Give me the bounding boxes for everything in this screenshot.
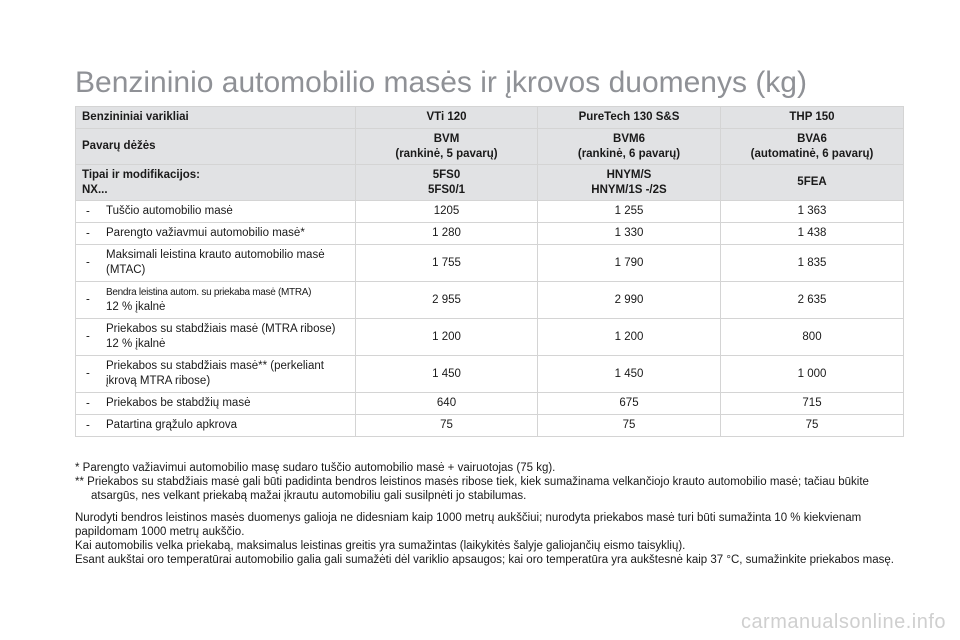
row-label-cell xyxy=(76,415,356,437)
row-value-cell: 1205 xyxy=(356,201,538,223)
row-label-cell xyxy=(76,201,356,223)
row-value-cell: 1 280 xyxy=(356,223,538,245)
row-value-cell: 1 000 xyxy=(721,356,904,393)
dash-bullet: - xyxy=(86,205,90,217)
row-value-cell: 1 755 xyxy=(356,245,538,282)
header-label-cell xyxy=(76,107,356,129)
dash-bullet: - xyxy=(86,256,90,269)
mass-data-table xyxy=(75,106,904,437)
cell-line: 5FS0 xyxy=(432,168,461,181)
header-row xyxy=(76,165,904,201)
page-title: Benzininio automobilio masės ir įkrovos duomenys (kg) xyxy=(75,66,807,99)
paragraph-altitude: Nurodyti bendros leistinos masės duomenys galioja ne didesniam kaip 1000 metrų aukščiui; nurodyta priekabos masė turi būti sumažinta 10 % kiekvienam papildomam 1000 metrų aukščio. xyxy=(75,512,862,538)
cell-line: Bendra leistina autom. su priekaba masė (MTRA) xyxy=(106,287,312,298)
cell-line: THP 150 xyxy=(789,111,835,123)
row-value-cell: 75 xyxy=(538,415,721,437)
dash-bullet: - xyxy=(86,293,90,306)
header-label-cell xyxy=(76,165,356,201)
paragraph-temperature: Esant aukštai oro temperatūrai automobilio galia gali sumažėti dėl variklio apsaugos; kai oro temperatūra yra aukštesnė kaip 37 °C, sumažinkite priekabos masę. xyxy=(75,554,894,566)
header-value-cell xyxy=(356,107,538,129)
header-label-cell xyxy=(76,129,356,165)
cell-line: (rankinė, 6 pavarų) xyxy=(577,147,681,160)
row-value-cell: 1 363 xyxy=(721,201,904,223)
row-value-cell: 640 xyxy=(356,393,538,415)
cell-line: 12 % įkalnė xyxy=(106,301,166,313)
row-value-cell: 1 790 xyxy=(538,245,721,282)
cell-line: BVM xyxy=(433,132,460,145)
cell-line: Benzininiai varikliai xyxy=(82,111,189,123)
cell-line: Parengto važiavmui automobilio masė* xyxy=(106,227,305,239)
cell-line: Priekabos su stabdžiais masė (MTRA ribose) xyxy=(106,323,336,335)
row-value-cell: 1 200 xyxy=(356,319,538,356)
table-row xyxy=(76,319,904,356)
cell-line: (MTAC) xyxy=(106,264,146,276)
row-value-cell: 2 990 xyxy=(538,282,721,319)
cell-line: Pavarų dėžės xyxy=(82,140,156,152)
dash-bullet: - xyxy=(86,330,90,343)
cell-line: 5FEA xyxy=(797,176,827,188)
header-value-cell xyxy=(538,129,721,165)
header-row xyxy=(76,107,904,129)
footnote-2: ** Priekabos su stabdžiais masė gali būti padidinta bendros leistinos masės ribose tiek, kiek sumažinama velkančiojo krauto automobilio masė; tačiau būkite atsargūs, nes velkant priekabą mažai įkrautu automobiliu gali susilpnėti jo stabilumas. xyxy=(75,476,869,502)
row-value-cell: 75 xyxy=(721,415,904,437)
cell-line: BVA6 xyxy=(797,132,827,145)
row-value-cell: 715 xyxy=(721,393,904,415)
header-row xyxy=(76,129,904,165)
row-label-cell xyxy=(76,223,356,245)
cell-line: PureTech 130 S&S xyxy=(578,111,680,123)
cell-line: 12 % įkalnė xyxy=(106,338,166,350)
table-row xyxy=(76,393,904,415)
table-row xyxy=(76,282,904,319)
cell-line: HNYM/S xyxy=(606,168,652,181)
cell-line: Patartina grąžulo apkrova xyxy=(106,419,238,431)
table-row xyxy=(76,245,904,282)
row-label-cell xyxy=(76,319,356,356)
row-value-cell: 1 330 xyxy=(538,223,721,245)
dash-bullet: - xyxy=(86,367,90,380)
row-value-cell: 675 xyxy=(538,393,721,415)
notes-section xyxy=(75,461,915,567)
dash-bullet: - xyxy=(86,227,90,239)
dash-bullet: - xyxy=(86,419,90,431)
row-value-cell: 1 450 xyxy=(356,356,538,393)
cell-line: Maksimali leistina krauto automobilio masė xyxy=(106,249,325,261)
cell-line: (automatinė, 6 pavarų) xyxy=(750,147,874,160)
cell-line: įkrovą MTRA ribose) xyxy=(106,375,211,387)
row-value-cell: 2 955 xyxy=(356,282,538,319)
row-value-cell: 1 835 xyxy=(721,245,904,282)
header-value-cell xyxy=(721,129,904,165)
row-value-cell: 1 255 xyxy=(538,201,721,223)
row-label-cell xyxy=(76,282,356,319)
cell-line: (rankinė, 5 pavarų) xyxy=(395,147,498,160)
row-value-cell: 1 438 xyxy=(721,223,904,245)
cell-line: VTi 120 xyxy=(426,111,467,123)
header-value-cell xyxy=(721,165,904,201)
table-row xyxy=(76,415,904,437)
cell-line: Tipai ir modifikacijos: xyxy=(82,168,201,181)
table-row xyxy=(76,201,904,223)
table-row xyxy=(76,223,904,245)
row-label-cell xyxy=(76,245,356,282)
dash-bullet: - xyxy=(86,397,90,409)
cell-line: 5FS0/1 xyxy=(427,183,466,196)
row-value-cell: 2 635 xyxy=(721,282,904,319)
header-value-cell xyxy=(721,107,904,129)
watermark: carmanualsonline.info xyxy=(740,611,946,633)
header-value-cell xyxy=(356,129,538,165)
cell-line: Priekabos be stabdžių masė xyxy=(106,397,251,409)
row-value-cell: 800 xyxy=(721,319,904,356)
header-value-cell xyxy=(538,165,721,201)
paragraph-speed: Kai automobilis velka priekabą, maksimalus leistinas greitis yra sumažintas (laikykitės šalyje galiojančių eismo taisyklių). xyxy=(75,540,686,552)
row-label-cell xyxy=(76,393,356,415)
table-row xyxy=(76,356,904,393)
row-value-cell: 75 xyxy=(356,415,538,437)
footnote-1: * Parengto važiavimui automobilio masę sudaro tuščio automobilio masė + vairuotojas (75 kg). xyxy=(75,462,556,474)
header-value-cell xyxy=(538,107,721,129)
row-value-cell: 1 450 xyxy=(538,356,721,393)
row-label-cell xyxy=(76,356,356,393)
cell-line: BVM6 xyxy=(613,132,645,145)
row-value-cell: 1 200 xyxy=(538,319,721,356)
cell-line: Tuščio automobilio masė xyxy=(106,205,233,217)
cell-line: NX... xyxy=(82,183,108,196)
cell-line: Priekabos su stabdžiais masė** (perkeliant xyxy=(106,360,324,372)
header-value-cell xyxy=(356,165,538,201)
cell-line: HNYM/1S -/2S xyxy=(591,183,667,196)
